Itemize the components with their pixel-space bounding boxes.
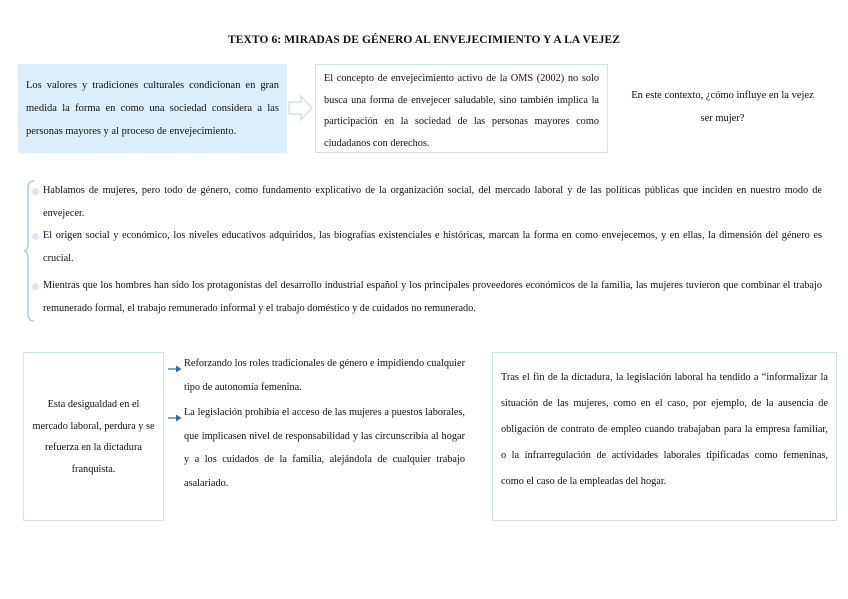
post-dictatorship-box: Tras el fin de la dictadura, la legislación laboral ha tendido a “informalizar la situación de las mujeres, como en el caso, por ejemplo, de la ausencia de obligación de contrato de empleo cuando trabajaban para la empresa familiar, o la infrarregulación de actividades laborales tipificadas como femeninas, como el caso de la empleadas del hogar. xyxy=(492,352,837,521)
circle-bullet-icon xyxy=(32,188,39,195)
labor-inequality-box: Esta desigualdad en el mercado laboral, perdura y se refuerza en la dictadura franquista. xyxy=(23,352,164,521)
bullet-text: Hablamos de mujeres, pero todo de género, como fundamento explicativo de la organización social, del mercado laboral y de las políticas públicas que inciden en nuestro modo de envejecer. xyxy=(43,185,822,219)
effect-text: La legislación prohibía el acceso de las mujeres a puestos laborales, que implicasen nivel de responsabilidad y las circunscribía al hogar y a los cuidados de la familia, alejándola de cualquier trabajo asalariado. xyxy=(184,407,465,489)
bullet-text: El origen social y económico, los niveles educativos adquiridos, las biografías existenciales e históricas, marcan la forma en como envejecemos, y en ellas, la dimensión del género es crucial. xyxy=(43,230,822,264)
dictatorship-effects-list xyxy=(168,352,465,495)
list-item xyxy=(32,275,822,320)
outline-right-arrow-icon xyxy=(288,94,314,127)
bullet-list xyxy=(32,180,822,320)
list-item xyxy=(168,352,465,399)
right-arrow-icon xyxy=(168,408,182,432)
effect-text: Reforzando los roles tradicionales de género e impidiendo cualquier tipo de autonomía femenina. xyxy=(184,358,465,393)
culture-values-box: Los valores y tradiciones culturales condicionan en gran medida la forma en como una sociedad considera a las personas mayores y al proceso de envejecimiento. xyxy=(18,64,287,153)
list-item xyxy=(32,225,822,270)
question-text: En este contexto, ¿cómo influye en la vejez ser mujer? xyxy=(631,90,814,124)
right-arrow-icon xyxy=(168,359,182,383)
oms-concept-box: El concepto de envejecimiento activo de la OMS (2002) no solo busca una forma de envejecer saludable, sino también implica la participación en la sociedad de las personas mayores como ciudadanos con derechos. xyxy=(315,64,608,153)
circle-bullet-icon xyxy=(32,283,39,290)
bullet-text: Mientras que los hombres han sido los protagonistas del desarrollo industrial español y los principales proveedores económicos de la familia, las mujeres tuvieron que combinar el trabajo remunerado formal, el trabajo remunerado informal y el trabajo doméstico y de cuidados no remunerado. xyxy=(43,280,822,314)
list-item xyxy=(32,180,822,225)
page-title: TEXTO 6: MIRADAS DE GÉNERO AL ENVEJECIMIENTO Y A LA VEJEZ xyxy=(227,34,621,46)
list-item xyxy=(168,401,465,495)
circle-bullet-icon xyxy=(32,233,39,240)
